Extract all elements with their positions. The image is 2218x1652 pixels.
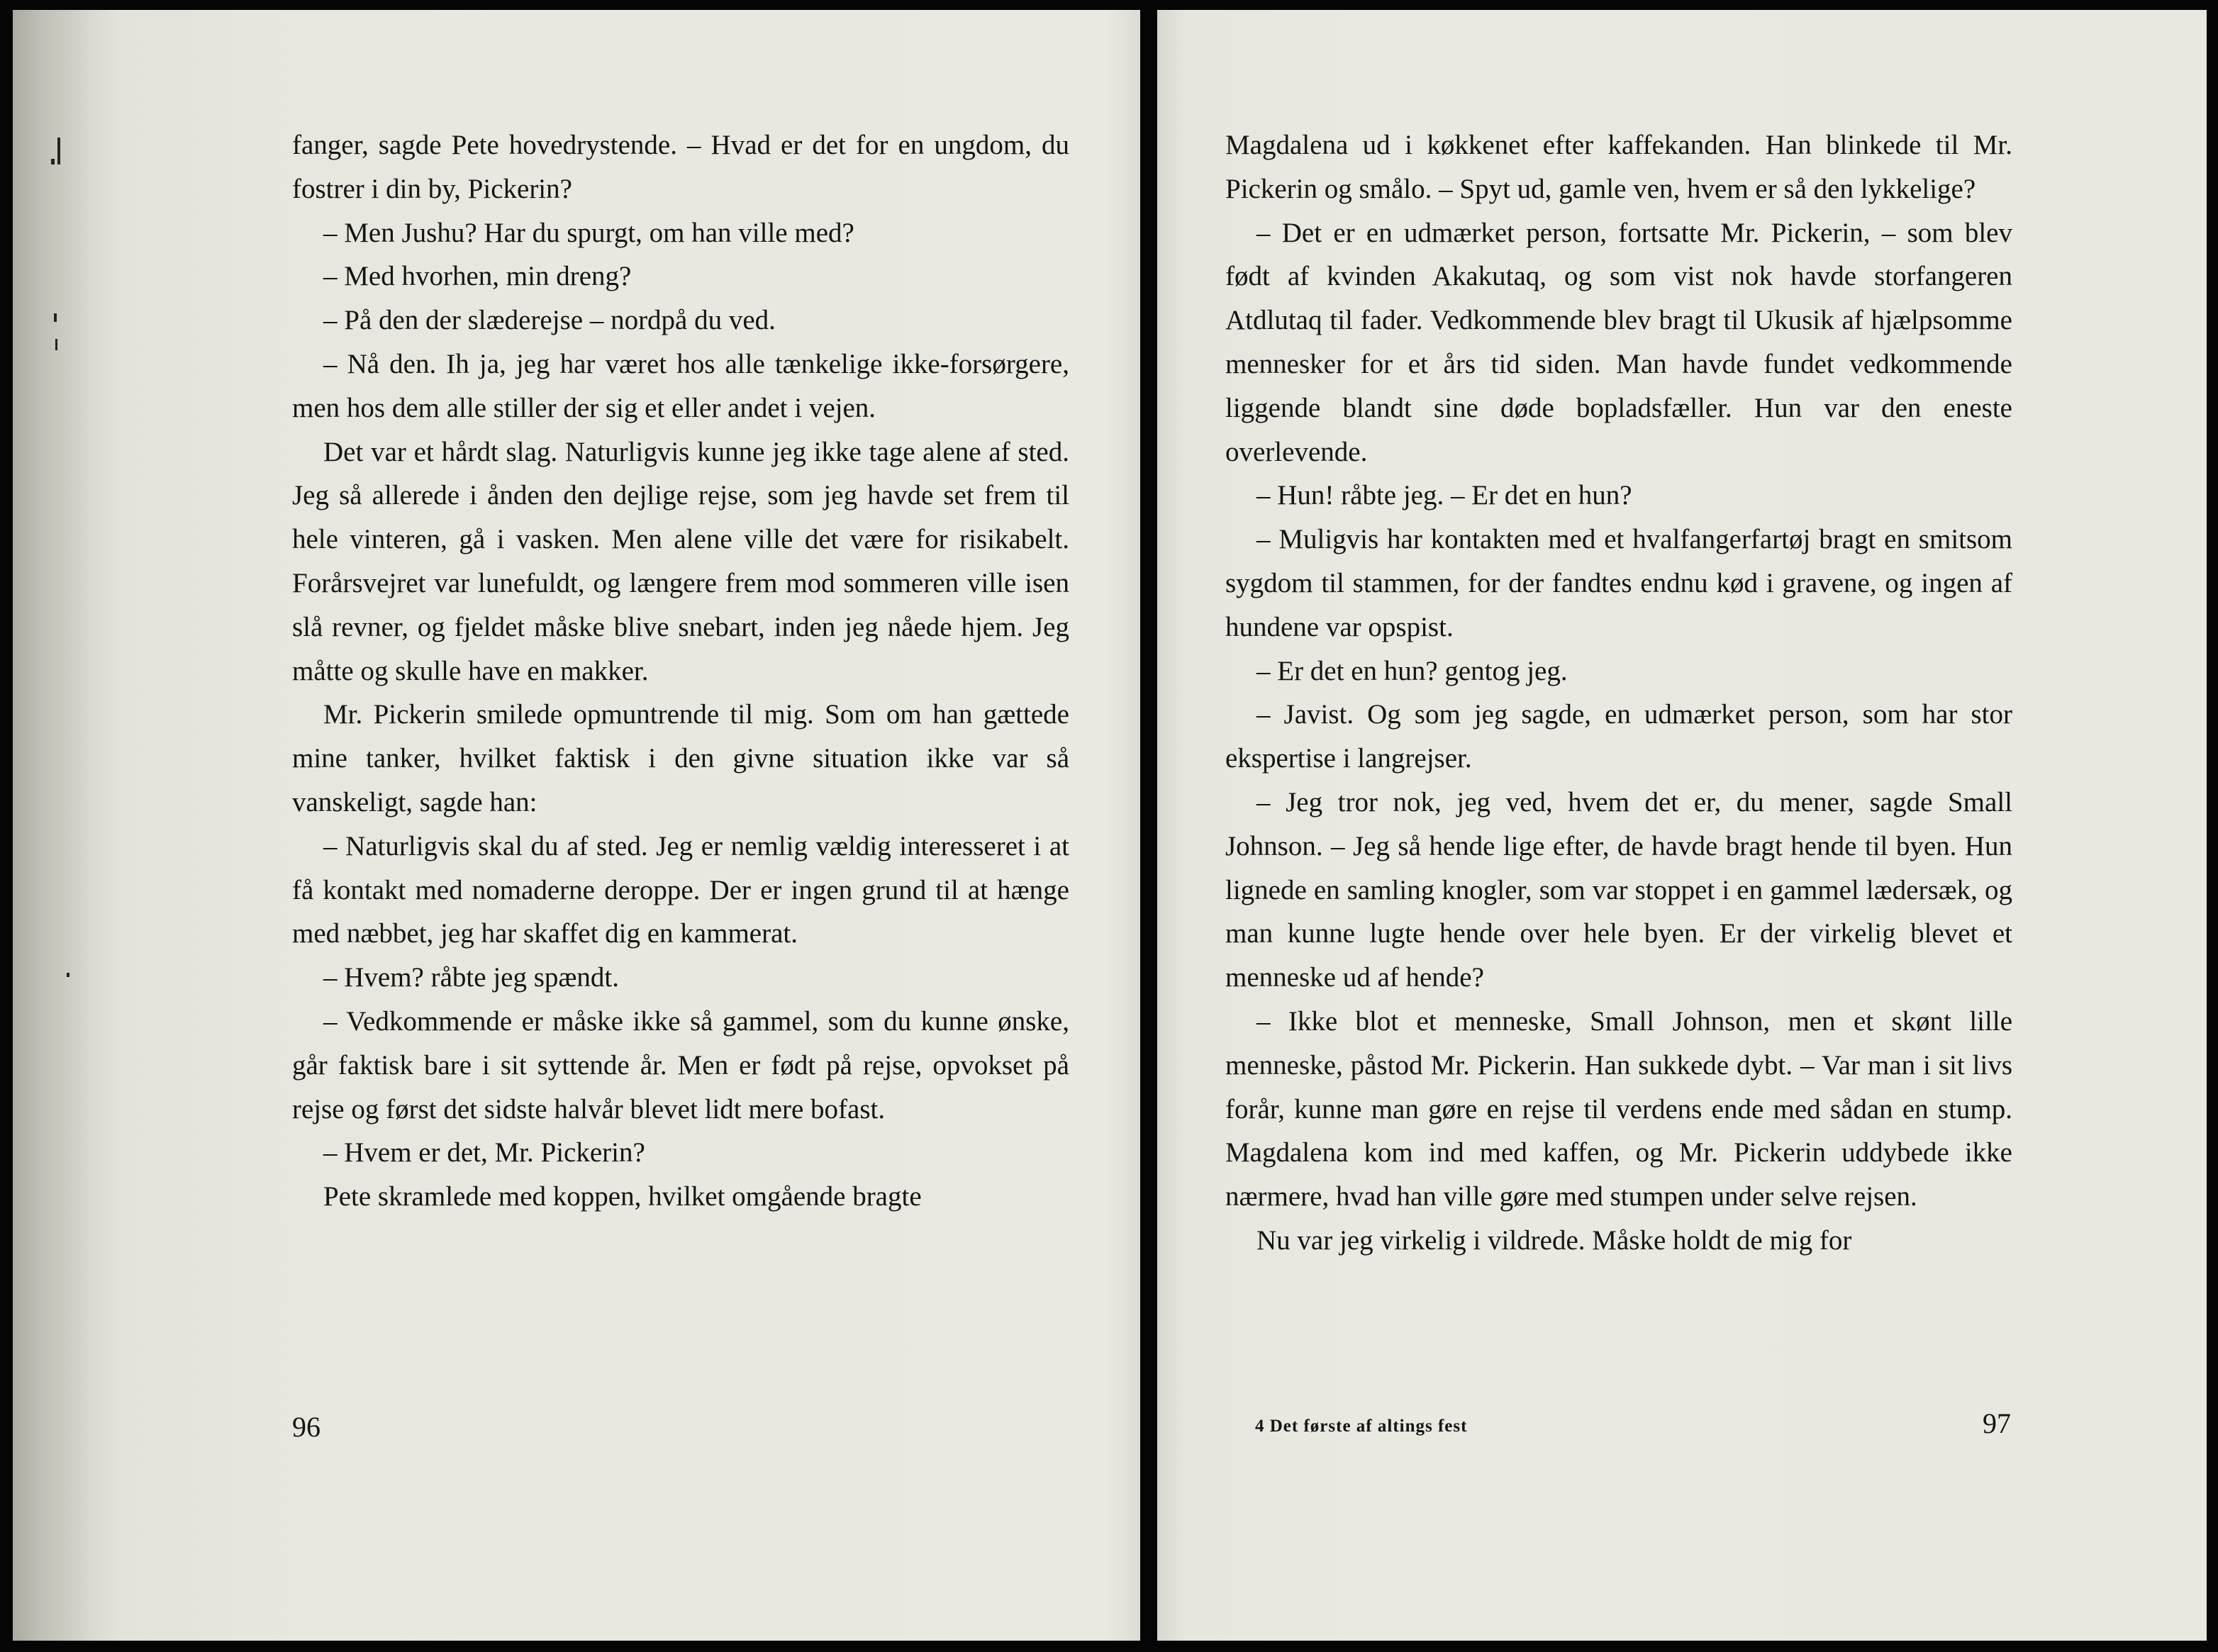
signature-line: 4 Det første af altings fest: [1255, 1417, 1468, 1436]
paragraph: – Hun! råbte jeg. – Er det en hun?: [1256, 480, 1632, 511]
paragraph: Det var et hårdt slag. Naturligvis kunne jeg ikke tage alene af sted. Jeg så allerede i ånden den dejlige rejse, som jeg havde set frem til hele vinteren, gå i vasken. Men alene ville det være for risikabelt. Forårsvejret var lunefuldt, og længere frem mod sommeren ville isen slå revner, og fjeldet måske blive snebart, inden jeg nåede hjem. Jeg måtte og skulle have en makker.: [292, 436, 1069, 686]
margin-mark: [51, 159, 55, 164]
paragraph: fanger, sagde Pete hovedrystende. – Hvad er det for en ungdom, du fostrer i din by, Pickerin?: [292, 130, 1069, 204]
paragraph: Magdalena ud i køkkenet efter kaffekanden. Han blinkede til Mr. Pickerin og smålo. – Spyt ud, gamle ven, hvem er så den lykkelige?: [1225, 130, 2012, 204]
paragraph: – På den der slæderejse – nordpå du ved.: [323, 305, 776, 336]
paragraph: – Hvem? råbte jeg spændt.: [323, 962, 619, 993]
margin-mark: [54, 313, 57, 322]
paragraph: – Jeg tror nok, jeg ved, hvem det er, du mener, sagde Small Johnson. – Jeg så hende lige efter, de havde bragt hende til byen. Hun lignede en samling knogler, som var stoppet i en gammel lædersæk, og man kunne lugte hende over hele byen. Er der virkelig blevet et menneske ud af hende?: [1225, 786, 2012, 993]
paragraph: – Hvem er det, Mr. Pickerin?: [323, 1137, 645, 1168]
paragraph: – Nå den. Ih ja, jeg har været hos alle tænkelige ikke-forsørgere, men hos dem alle stiller der sig et eller andet i vejen.: [292, 348, 1069, 423]
right-page: [1157, 10, 2207, 1641]
right-page-text: [1225, 123, 2012, 1263]
paragraph: – Javist. Og som jeg sagde, en udmærket person, som har stor ekspertise i langrejser.: [1225, 699, 2012, 774]
page-number: 97: [1983, 1407, 2011, 1439]
paragraph: – Er det en hun? gentog jeg.: [1256, 655, 1568, 686]
paragraph: – Det er en udmærket person, fortsatte Mr. Pickerin, – som blev født af kvinden Akakutaq, og som vist nok havde storfangeren Atdlutaq til fader. Vedkommende blev bragt til Ukusik af hjælpsomme mennesker for et års tid siden. Man havde fundet vedkommende liggende blandt sine døde bopladsfæller. Hun var den eneste overlevende.: [1225, 217, 2012, 467]
paragraph: Mr. Pickerin smilede opmuntrende til mig. Som om han gættede mine tanker, hvilket faktisk i den givne situation ikke var så vanskeligt, sagde han:: [292, 699, 1069, 817]
page-number: 96: [292, 1411, 321, 1443]
paragraph: – Ikke blot et menneske, Small Johnson, men et skønt lille menneske, påstod Mr. Pickerin. Han sukkede dybt. – Var man i sit livs forår, kunne man gøre en rejse til verdens ende med sådan en stump. Magdalena kom ind med kaffen, og Mr. Pickerin uddybede ikke nærmere, hvad han ville gøre med stumpen under selve rejsen.: [1225, 1005, 2012, 1212]
margin-mark: [55, 339, 57, 350]
paragraph: – Vedkommende er måske ikke så gammel, som du kunne ønske, går faktisk bare i sit syttende år. Men er født på rejse, opvokset på rejse og først det sidste halvår blevet lidt mere bofast.: [292, 1005, 1069, 1124]
paragraph: – Naturligvis skal du af sted. Jeg er nemlig vældig interesseret i at få kontakt med nomaderne deroppe. Der er ingen grund til at hænge med næbbet, jeg har skaffet dig en kammerat.: [292, 830, 1069, 949]
left-page: [13, 10, 1140, 1641]
paragraph: Nu var jeg virkelig i vildrede. Måske holdt de mig for: [1256, 1224, 1852, 1256]
margin-mark: [67, 973, 69, 977]
margin-mark: [57, 138, 60, 164]
left-page-text: [292, 123, 1069, 1219]
paragraph: – Muligvis har kontakten med et hvalfangerfartøj bragt en smitsom sygdom til stammen, for der fandtes endnu kød i gravene, og ingen af hundene var opspist.: [1225, 524, 2012, 642]
paragraph: Pete skramlede med koppen, hvilket omgående bragte: [323, 1181, 922, 1212]
page-edge-shadow: [13, 10, 119, 1641]
paragraph: – Men Jushu? Har du spurgt, om han ville med?: [323, 217, 854, 248]
paragraph: – Med hvorhen, min dreng?: [323, 261, 632, 292]
